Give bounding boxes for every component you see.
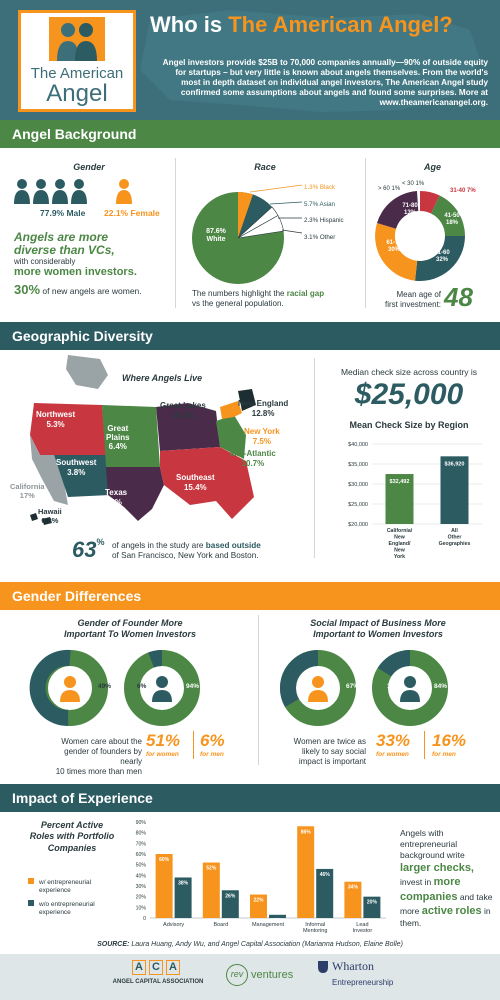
age-heading: Age	[423, 162, 441, 172]
source-label: SOURCE:	[97, 941, 130, 948]
side-1: Angels with	[400, 828, 444, 838]
x-category-label: Other	[447, 534, 462, 541]
race-white-pct: 87.6%	[206, 228, 226, 235]
side-12: in them.	[400, 906, 491, 929]
y-tick-label: 90%	[135, 820, 146, 826]
gd-right-stat2: 16%	[432, 731, 467, 750]
race-note-b: racial gap	[286, 289, 325, 298]
role-bar-value: 20%	[366, 899, 377, 906]
mid-atlantic-name: Mid-Atlantic	[230, 449, 276, 458]
gd-left-stat2: 6%	[200, 731, 225, 750]
age-31-40-label	[450, 188, 476, 194]
gd-left-stat1: 51%	[146, 731, 181, 750]
check-size-bar-chart	[326, 436, 496, 560]
legend-with-a: w/ entrepreneurial	[39, 879, 92, 886]
side-4: larger checks,	[400, 862, 474, 875]
texas-pct: 4%	[110, 497, 122, 507]
label-alaska	[80, 370, 104, 388]
x-category-label: Geographies	[438, 541, 471, 547]
new-england-name: New England	[238, 399, 289, 408]
y-tick-label: 10%	[135, 905, 146, 912]
gd-left-d1a: 51%	[50, 683, 64, 690]
gd-right-h2: Important to Women Investors	[313, 629, 443, 640]
label-great-plains	[106, 425, 130, 451]
x-category-label: Advisory	[163, 922, 185, 928]
california-pct: 17%	[19, 491, 35, 500]
y-tick-label: 70%	[135, 841, 146, 848]
role-bar	[156, 854, 173, 918]
label-great-lakes	[160, 401, 206, 420]
divider	[175, 158, 176, 308]
gd-right-d1a: 33%	[297, 683, 311, 690]
female-percent: 22.1% Female	[104, 208, 160, 218]
geo-stat-pct: 63	[72, 537, 97, 562]
label-mid-atlantic	[230, 449, 276, 468]
x-category-label: Management	[251, 922, 285, 928]
age-41-pct: 18%	[445, 219, 458, 226]
great-lakes-name: Great Lakes	[160, 401, 206, 410]
logo-line2: Angel	[46, 80, 108, 107]
great-lakes-pct: 16.2%	[171, 410, 195, 420]
divider	[424, 731, 425, 759]
aca-letter-2: C	[149, 960, 163, 975]
southwest-pct: 3.8%	[67, 467, 86, 477]
gd-left-stat1-label: for women	[146, 751, 179, 758]
roles-bar-chart	[124, 816, 390, 938]
age-41-50-label	[442, 213, 462, 226]
y-tick-label: $40,000	[348, 442, 368, 448]
x-category-label: Mentoring	[302, 928, 328, 934]
race-note-a: The numbers highlight the	[192, 289, 285, 298]
title-highlight: The American Angel?	[228, 12, 453, 37]
side-6: more	[433, 876, 461, 889]
legend-swatch-with	[28, 878, 34, 884]
label-southeast	[176, 473, 215, 492]
legend-without	[28, 900, 95, 917]
label-new-england	[238, 399, 288, 418]
section-bar-experience: Impact of Experience	[0, 784, 500, 812]
race-white-name: White	[206, 235, 226, 243]
role-bar-value: 34%	[347, 884, 358, 891]
role-bar-value: 60%	[159, 857, 170, 863]
mean-age-b: first investment:	[385, 300, 442, 309]
diverse-line1: Angels are more	[14, 230, 109, 244]
mean-age-value: 48	[444, 282, 473, 312]
great-plains-name: Great	[107, 424, 129, 433]
check-bar-value: $32,492	[389, 479, 410, 486]
hawaii-pct: 0.3%	[41, 516, 59, 525]
alaska-pct: 0.6%	[83, 379, 101, 388]
california-name: California	[10, 482, 45, 491]
x-category-label: Investor	[352, 928, 373, 934]
age-71-text: 71-80	[402, 203, 418, 209]
wharton-shield-icon	[318, 961, 328, 973]
age-71-pct: 13%	[403, 209, 416, 216]
y-tick-label: 20%	[135, 894, 146, 901]
x-category-label: England/	[388, 541, 411, 547]
hawaii-name: Hawaii	[38, 507, 62, 516]
legend-without-b: experience	[39, 909, 71, 917]
aca-logo[interactable]	[132, 960, 180, 975]
legend-with-b: experience	[39, 887, 71, 895]
title-prefix: Who is	[150, 12, 229, 37]
x-category-label: York	[393, 554, 406, 560]
y-tick-label: $20,000	[348, 522, 368, 528]
x-category-label: All	[451, 528, 458, 534]
mean-age-a: Mean age of	[396, 290, 441, 299]
median-value: $25,000	[354, 378, 464, 411]
side-9: take more	[400, 891, 493, 917]
geo-stat-a: of angels in the study are	[112, 541, 204, 550]
age-51-60-label	[432, 250, 452, 263]
alaska-name: Alaska	[80, 370, 105, 379]
age-41-text: 41-50	[444, 213, 460, 219]
y-tick-label: 60%	[135, 852, 146, 858]
role-bar-value: 26%	[225, 893, 236, 900]
geo-stat-text	[112, 541, 261, 562]
gd-left-heading	[20, 618, 240, 641]
age-donut-chart	[370, 178, 498, 286]
label-texas	[105, 488, 127, 507]
roles-h2: Roles with Portfolio	[29, 831, 115, 842]
source-text: Laura Huang, Andy Wu, and Angel Capital Association (Marianna Hudson, Elaine Bolle)	[131, 941, 403, 948]
southeast-name: Southeast	[176, 473, 215, 482]
rev-ventures-logo[interactable]	[226, 964, 293, 986]
race-label-asian: 5.7% Asian	[304, 200, 335, 208]
age-61-text: 61-70	[386, 240, 402, 246]
divider	[193, 731, 194, 759]
gd-right-text	[278, 737, 366, 767]
race-label-hispanic: 2.3% Hispanic	[304, 217, 344, 224]
side-11: roles	[455, 905, 482, 918]
gd-right-h1: Social Impact of Business More	[310, 618, 446, 628]
new-angels-text: of new angels are women.	[42, 286, 142, 296]
northwest-name: Northwest	[36, 410, 76, 419]
page-title	[150, 12, 453, 38]
great-plains-pct: 6.4%	[108, 441, 127, 451]
label-california	[10, 482, 45, 500]
logo-people-icon	[49, 17, 105, 61]
header-banner	[0, 0, 500, 120]
side-8: and	[459, 891, 475, 902]
gd-left-text	[42, 737, 142, 777]
race-heading: Race	[254, 162, 276, 172]
label-new-york	[244, 427, 280, 446]
legend-with	[28, 878, 91, 895]
southeast-pct: 15.4%	[183, 482, 207, 492]
footer	[0, 954, 500, 1000]
gd-right-d2b: 84%	[434, 683, 448, 690]
gd-left-h2: Important To Women Investors	[63, 629, 196, 640]
y-tick-label: 30%	[135, 884, 146, 890]
y-tick-label: 40%	[135, 873, 146, 880]
age-51-text: 51-60	[434, 250, 450, 256]
age-gt60	[378, 186, 400, 192]
great-plains-name2: Plains	[106, 432, 130, 442]
age-gt60-label: > 60	[378, 186, 390, 192]
label-southwest	[56, 458, 96, 477]
gd-right-d1b: 67%	[346, 683, 360, 690]
legend-without-a: w/o entrepreneurial	[39, 901, 95, 908]
logo-line1: The American	[30, 65, 124, 82]
median-label: Median check size across country is	[340, 367, 478, 377]
race-label-black: 1.3% Black	[304, 184, 335, 191]
gender-people-icons	[14, 178, 164, 204]
map-title: Where Angels Live	[122, 373, 203, 383]
age-lt30	[402, 181, 424, 187]
gd-right-stat2-label: for men	[432, 751, 456, 758]
southwest-name: Southwest	[56, 458, 97, 467]
new-angels-stat	[14, 282, 142, 297]
role-bar-value: 52%	[206, 865, 217, 872]
mid-atlantic-pct: 10.7%	[241, 458, 265, 468]
geo-stat-pct-sign: %	[96, 537, 105, 547]
x-category-label: Board	[213, 922, 229, 928]
race-note-c: vs the general population.	[192, 299, 284, 309]
role-bar-value: 38%	[178, 880, 189, 887]
roles-h1: Percent Active	[40, 820, 104, 830]
role-bar-value: 46%	[319, 871, 330, 878]
roles-h3: Companies	[47, 842, 97, 853]
aca-name: ANGEL CAPITAL ASSOCIATION	[112, 979, 204, 985]
new-york-name: New York	[244, 427, 280, 436]
age-lt30-label: < 30	[402, 181, 414, 187]
x-category-label: New	[394, 547, 405, 554]
geo-stat-b: based outside	[205, 541, 261, 550]
aca-letter-3: A	[166, 960, 180, 975]
x-category-label: New	[394, 534, 405, 541]
gd-right-stat1-label: for women	[376, 751, 409, 758]
y-tick-label: 0	[143, 916, 146, 922]
x-category-label: Lead	[356, 922, 369, 928]
gd-left-t3: 10 times more than men	[55, 767, 142, 776]
source-line	[0, 941, 500, 948]
y-tick-label: 80%	[135, 830, 146, 837]
gd-left-d1b: 49%	[98, 683, 112, 690]
wharton-word: Wharton	[332, 959, 374, 973]
divider	[365, 158, 366, 308]
gd-right-stat1: 33%	[376, 731, 411, 750]
northwest-pct: 5.3%	[46, 419, 65, 429]
gd-right-t1: Women are twice as	[293, 737, 366, 746]
race-labels	[304, 180, 344, 246]
section-bar-geo: Geographic Diversity	[0, 322, 500, 350]
y-tick-label: 50%	[135, 862, 146, 869]
rev-word: ventures	[251, 969, 294, 981]
diverse-line2: diverse than VCs,	[14, 243, 115, 258]
age-31-pct: 7%	[467, 188, 476, 194]
label-hawaii	[38, 507, 62, 525]
intro-text: Angel investors provide $25B to 70,000 companies annually—90% of outside equity for startups – but very little is known about angels themselves. From the world's most in depth dataset on individual angel investors, The American Angel study confirmed some assumptions about angels and found some surprises. More at www.theamericanangel.org.	[162, 58, 488, 107]
age-61-pct: 30%	[387, 246, 400, 253]
gd-right-d2a: 16%	[387, 683, 401, 690]
divider	[314, 358, 315, 558]
y-tick-label: $25,000	[348, 502, 368, 508]
age-31-text: 31-40	[450, 188, 466, 194]
side-2: entrepreneurial	[400, 839, 458, 850]
gd-left-stat2-label: for men	[200, 751, 224, 758]
check-bar-value: $36,920	[444, 461, 465, 468]
considerably-text: with considerably	[14, 257, 76, 266]
gd-right-t2: likely to say social	[301, 747, 366, 756]
new-england-pct: 12.8%	[251, 408, 275, 418]
role-bar-value: 86%	[300, 829, 311, 836]
experience-side-text	[400, 828, 496, 929]
role-bar-value: 3%	[273, 917, 282, 924]
age-51-pct: 32%	[435, 256, 448, 263]
x-category-label: Informal	[305, 922, 326, 928]
new-york-pct: 7.5%	[252, 436, 271, 446]
diverse-callout	[14, 231, 115, 257]
gd-right-t3: impact is important	[298, 757, 366, 766]
gd-left-t2: gender of founders by nearly	[64, 747, 142, 766]
legend-swatch-without	[28, 900, 34, 906]
age-gt60-pct: 1%	[391, 186, 401, 192]
y-tick-label: $35,000	[348, 462, 368, 468]
x-category-label: California/	[386, 528, 413, 534]
gd-left-h1: Gender of Founder More	[77, 618, 183, 628]
side-10: active	[421, 905, 453, 918]
age-71-80-label	[400, 203, 420, 216]
aca-letter-1: A	[132, 960, 146, 975]
check-chart-title: Mean Check Size by Region	[349, 420, 469, 430]
age-61-70-label	[384, 240, 404, 253]
side-3: background write	[400, 850, 465, 861]
geo-stat	[72, 537, 105, 563]
age-lt30-pct: 1%	[415, 181, 425, 187]
gd-right-heading	[268, 618, 488, 641]
section-bar-background: Angel Background	[0, 120, 500, 148]
new-angels-pct: 30%	[14, 282, 41, 297]
side-5: invest in	[400, 877, 432, 888]
texas-name: Texas	[105, 488, 128, 497]
y-tick-label: $30,000	[348, 482, 368, 488]
male-percent: 77.9% Male	[40, 208, 86, 218]
section-bar-gender: Gender Differences	[0, 582, 500, 610]
role-bar	[297, 826, 314, 918]
gender-heading: Gender	[73, 162, 105, 172]
logo	[18, 10, 136, 112]
gd-left-d2b: 94%	[186, 683, 200, 690]
divider	[258, 615, 259, 765]
gd-left-t1: Women care about the	[61, 737, 142, 746]
wharton-sub: Entrepreneurship	[332, 978, 394, 987]
rev-mark: rev	[226, 964, 248, 986]
gd-left-d2a: 6%	[137, 683, 147, 690]
race-label-other: 3.1% Other	[304, 233, 336, 241]
race-white-label	[198, 228, 234, 243]
wharton-logo[interactable]	[318, 959, 374, 974]
mean-age-text	[385, 290, 441, 310]
roles-heading	[22, 820, 122, 854]
more-women-text: more women investors.	[14, 266, 137, 278]
race-note	[192, 289, 362, 310]
geo-stat-c: of San Francisco, New York and Boston.	[112, 551, 259, 561]
side-7: companies	[400, 890, 458, 903]
role-bar-value: 22%	[253, 897, 264, 904]
label-northwest	[36, 410, 75, 429]
